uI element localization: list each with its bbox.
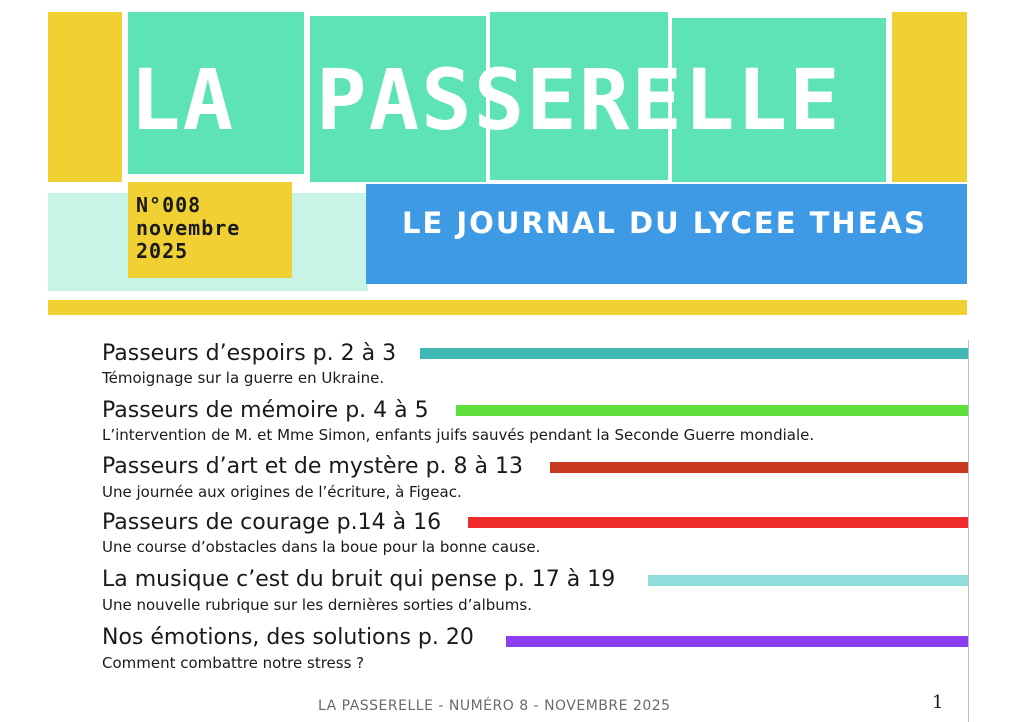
issue-month: novembre <box>136 216 241 240</box>
page-number: 1 <box>932 692 944 713</box>
toc-heading[interactable]: Passeurs de courage p.14 à 16 <box>102 510 442 535</box>
toc-heading[interactable]: Passeurs de mémoire p. 4 à 5 <box>102 398 429 423</box>
toc-heading[interactable]: Passeurs d’espoirs p. 2 à 3 <box>102 341 397 366</box>
toc-heading[interactable]: La musique c’est du bruit qui pense p. 17 à 19 <box>102 567 616 592</box>
toc-bar <box>506 636 968 647</box>
toc-description: Témoignage sur la guerre en Ukraine. <box>102 369 385 387</box>
issue-year: 2025 <box>136 239 189 263</box>
issue-number: N°008 <box>136 193 202 217</box>
toc-bar <box>420 348 968 359</box>
toc-bar <box>648 575 968 586</box>
toc-bar <box>468 517 968 528</box>
toc-description: Une nouvelle rubrique sur les dernières sorties d’albums. <box>102 596 532 614</box>
yellow-block-right <box>892 12 967 182</box>
masthead-title-passerelle: PASSERELLE <box>316 51 842 149</box>
yellow-rule <box>48 300 967 315</box>
toc-bar <box>456 405 968 416</box>
masthead-subtitle: LE JOURNAL DU LYCEE THEAS <box>402 206 927 240</box>
toc-description: Une course d’obstacles dans la boue pour la bonne cause. <box>102 538 541 556</box>
toc-description: Comment combattre notre stress ? <box>102 654 365 672</box>
toc-description: L’intervention de M. et Mme Simon, enfants juifs sauvés pendant la Seconde Guerre mondiale. <box>102 426 815 444</box>
issue-box <box>128 182 292 278</box>
toc-heading[interactable]: Nos émotions, des solutions p. 20 <box>102 625 474 650</box>
right-divider <box>968 340 969 722</box>
toc-bar <box>550 462 968 473</box>
page-footer: LA PASSERELLE - NUMÉRO 8 - NOVEMBRE 2025 <box>318 698 671 714</box>
toc-description: Une journée aux origines de l’écriture, à Figeac. <box>102 483 462 501</box>
masthead-title-la: LA <box>130 51 236 149</box>
yellow-block-left <box>48 12 122 182</box>
toc-heading[interactable]: Passeurs d’art et de mystère p. 8 à 13 <box>102 454 523 479</box>
